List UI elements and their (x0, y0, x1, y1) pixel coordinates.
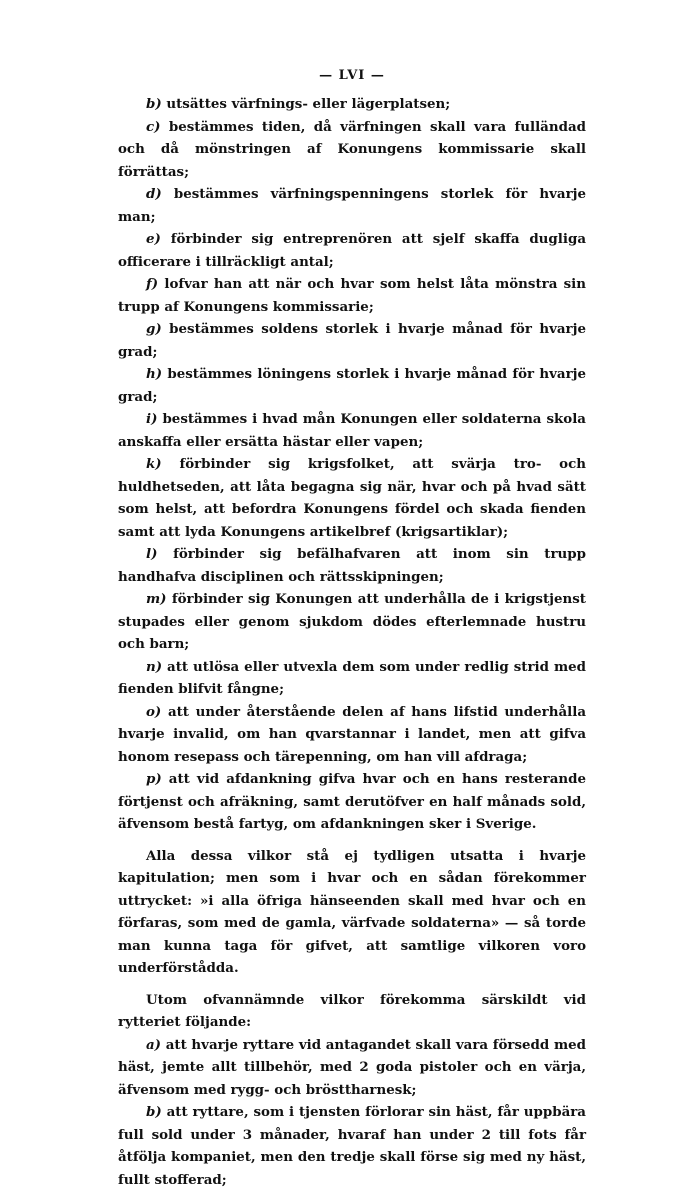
list-item: a) att hvarje ryttare vid antagandet skall vara försedd med häst, jemte allt tillbehör, med 2 goda pistoler och en värja, äfvensom med rygg- och brösttharnesk; (118, 1034, 586, 1102)
list-item: c) bestämmes tiden, då värfningen skall vara fulländad och då mönstringen af Konungens kommissarie skall förrättas; (118, 116, 586, 184)
list-item: m) förbinder sig Konungen att underhålla de i krigstjenst stupades eller genom sjukdom dödes efterlemnade hustru och barn; (118, 588, 586, 656)
list-item: i) bestämmes i hvad mån Konungen eller soldaterna skola anskaffa eller ersätta hästar eller vapen; (118, 408, 586, 453)
list-item: e) förbinder sig entreprenören att sjelf skaffa dugliga officerare i tillräckligt antal; (118, 228, 586, 273)
list-item: o) att under återstående delen af hans lifstid underhålla hvarje invalid, om han qvarstannar i landet, men att gifva honom resepass och tärepenning, om han vill afdraga; (118, 701, 586, 769)
list-item: g) bestämmes soldens storlek i hvarje månad för hvarje grad; (118, 318, 586, 363)
paragraph: Alla dessa vilkor stå ej tydligen utsatta i hvarje kapitulation; men som i hvar och en sådan förekommer uttrycket: »i alla öfriga hänseenden skall med hvar och en förfaras, som med de gamla, värfvade soldaterna» — så torde man kunna taga för gifvet, att samtlige vilkoren voro underförstådda. (118, 845, 586, 980)
list-item: f) lofvar han att när och hvar som helst låta mönstra sin trupp af Konungens kommissarie; (118, 273, 586, 318)
paragraph: Utom ofvannämnde vilkor förekomma särskildt vid rytteriet följande: (118, 989, 586, 1034)
list-item: b) utsättes värfnings- eller lägerplatsen; (118, 93, 586, 116)
document-page (118, 68, 586, 1191)
cavalry-conditions-list (118, 1034, 586, 1191)
list-item: b) att ryttare, som i tjensten förlorar sin häst, får uppbära full sold under 3 månader, hvaraf han under 2 till fots får åtfölja kompaniet, men den tredje skall förse sig med ny häst, fullt stofferad; (118, 1101, 586, 1191)
page-header: — LVI — (118, 68, 586, 83)
conditions-list (118, 93, 586, 836)
list-item: p) att vid afdankning gifva hvar och en hans resterande förtjenst och afräkning, samt derutöfver en half månads sold, äfvensom bestå fartyg, om afdankningen sker i Sverige. (118, 768, 586, 836)
list-item: d) bestämmes värfningspenningens storlek för hvarje man; (118, 183, 586, 228)
list-item: k) förbinder sig krigsfolket, att svärja tro- och huldhetseden, att låta begagna sig när, hvar och på hvad sätt som helst, att befordra Konungens fördel och skada fienden samt att lyda Konungens artikelbref (krigsartiklar); (118, 453, 586, 543)
list-item: h) bestämmes löningens storlek i hvarje månad för hvarje grad; (118, 363, 586, 408)
list-item: n) att utlösa eller utvexla dem som under redlig strid med fienden blifvit fångne; (118, 656, 586, 701)
list-item: l) förbinder sig befälhafvaren att inom sin trupp handhafva disciplinen och rättsskipningen; (118, 543, 586, 588)
